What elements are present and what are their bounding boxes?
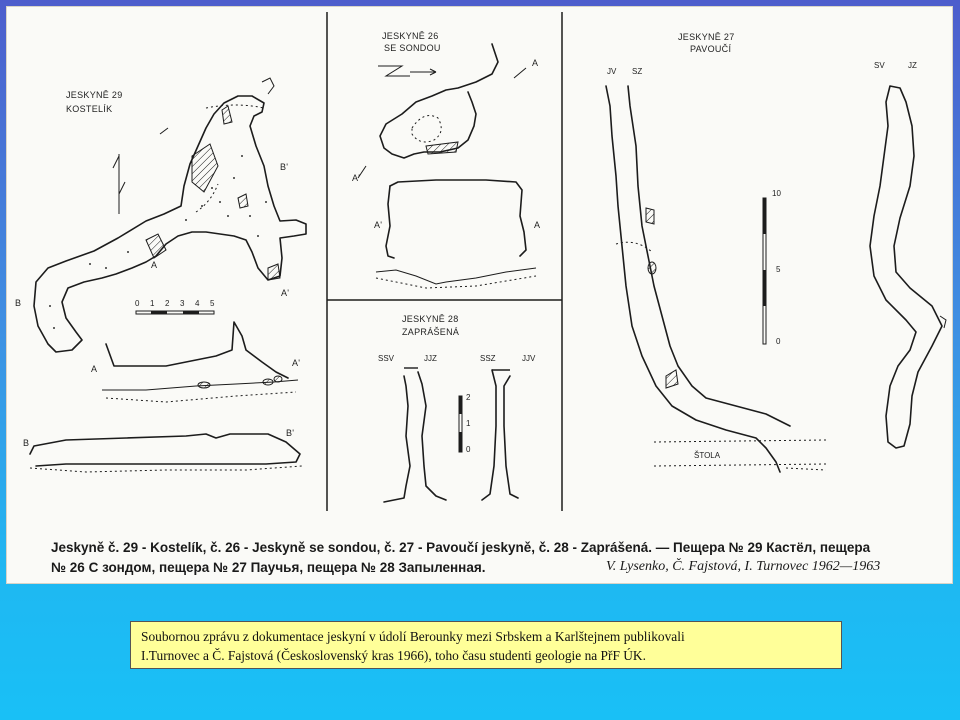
cave28-subtitle: ZAPRÁŠENÁ [402, 327, 460, 337]
svg-text:0: 0 [466, 445, 471, 454]
cave26-subtitle: SE SONDOU [384, 43, 441, 53]
svg-text:5: 5 [210, 299, 215, 308]
svg-text:B: B [23, 438, 30, 448]
svg-text:0: 0 [135, 299, 140, 308]
note-line1: Soubornou zprávu z dokumentace jeskyní v údolí Berounky mezi Srbskem a Karlštejnem publikovali [141, 629, 685, 644]
cave-27-plan [870, 61, 946, 448]
svg-text:SSZ: SSZ [480, 354, 496, 363]
svg-text:10: 10 [772, 189, 781, 198]
cave-29-section-b [23, 428, 302, 472]
svg-text:A: A [532, 58, 539, 68]
svg-text:1: 1 [150, 299, 155, 308]
cave-26-plan [352, 31, 538, 183]
figure-authors: V. Lysenko, Č. Fajstová, I. Turnovec 1962—1963 [606, 559, 881, 574]
svg-text:JJZ: JJZ [424, 354, 437, 363]
scanned-cave-survey-figure [6, 6, 953, 584]
cave28-title: JESKYNĚ 28 [402, 314, 459, 324]
cave-27-section [606, 32, 826, 472]
svg-text:B: B [15, 298, 22, 308]
cave-28-sections [378, 314, 536, 502]
cave-26-section [374, 180, 540, 288]
svg-text:SZ: SZ [632, 67, 643, 76]
svg-text:2: 2 [466, 393, 471, 402]
svg-text:A': A' [374, 220, 383, 230]
svg-text:A: A [91, 364, 98, 374]
figure-caption-line1: Jeskyně č. 29 - Kostelík, č. 26 - Jeskyně se sondou, č. 27 - Pavoučí jeskyně, č. 28 - Zaprášená. — Пещера № 29 Кастёл, пещера [51, 540, 871, 555]
svg-text:A': A' [352, 173, 361, 183]
figure-caption [51, 540, 880, 575]
svg-text:SSV: SSV [378, 354, 395, 363]
svg-text:A: A [151, 260, 158, 270]
svg-text:SV: SV [874, 61, 885, 70]
scale-bar-27 [763, 189, 781, 346]
svg-text:A': A' [292, 358, 301, 368]
scale-bar-28 [459, 393, 471, 454]
note-line2: I.Turnovec a Č. Fajstová (Československý kras 1966), toho času studenti geologie na PřF ÚK. [141, 648, 646, 663]
svg-text:JJV: JJV [522, 354, 536, 363]
svg-text:3: 3 [180, 299, 185, 308]
cave-29-section-a [91, 322, 300, 402]
svg-text:JV: JV [607, 67, 617, 76]
scale-bar-29 [135, 299, 215, 314]
svg-text:ŠTOLA: ŠTOLA [694, 451, 721, 460]
svg-text:4: 4 [195, 299, 200, 308]
cave26-title: JESKYNĚ 26 [382, 31, 439, 41]
svg-text:5: 5 [776, 265, 781, 274]
svg-text:A: A [534, 220, 541, 230]
cave-29-plan [15, 78, 306, 352]
svg-text:2: 2 [165, 299, 170, 308]
svg-text:A': A' [281, 288, 290, 298]
cave29-subtitle: KOSTELÍK [66, 104, 113, 114]
svg-text:B': B' [286, 428, 295, 438]
svg-text:0: 0 [776, 337, 781, 346]
svg-text:1: 1 [466, 419, 471, 428]
cave27-subtitle: PAVOUČÍ [690, 44, 732, 54]
cave29-title: JESKYNĚ 29 [66, 90, 123, 100]
north-arrow-icon [113, 154, 125, 214]
direction-arrow-icon [378, 66, 436, 76]
note-box [130, 621, 842, 669]
figure-caption-line2: № 26 С зондом, пещера № 27 Паучья, пещера № 28 Запыленная. [51, 560, 486, 575]
svg-text:B': B' [280, 162, 289, 172]
cave27-title: JESKYNĚ 27 [678, 32, 735, 42]
svg-text:JZ: JZ [908, 61, 917, 70]
